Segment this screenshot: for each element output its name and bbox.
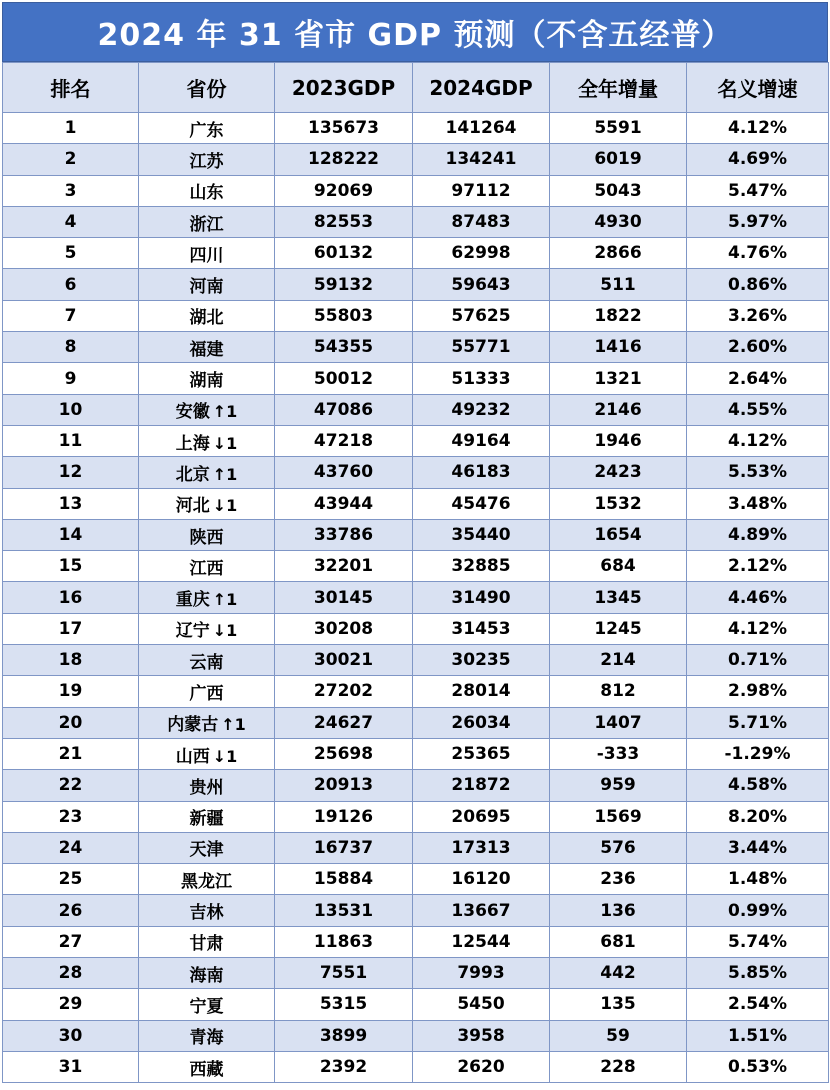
increase-cell: 1946 [550, 425, 687, 456]
rank-cell: 21 [3, 738, 139, 769]
increase-cell: 681 [550, 926, 687, 957]
gdp-2023-cell: 47218 [275, 425, 413, 456]
gdp-2024-cell: 7993 [413, 958, 550, 989]
table-row [3, 989, 829, 1020]
province-cell [139, 175, 275, 206]
growth-cell: 4.89% [687, 519, 829, 550]
header-increase: 全年增量 [550, 63, 687, 113]
rank-cell: 25 [3, 864, 139, 895]
province-cell [139, 770, 275, 801]
province-cell [139, 425, 275, 456]
gdp-2024-cell: 45476 [413, 488, 550, 519]
province-cell [139, 926, 275, 957]
province-name: 江苏 [189, 151, 224, 172]
gdp-2023-cell: 60132 [275, 238, 413, 269]
rank-cell: 7 [3, 300, 139, 331]
increase-cell: 135 [550, 989, 687, 1020]
increase-cell: 511 [550, 269, 687, 300]
gdp-2023-cell: 16737 [275, 832, 413, 863]
gdp-2023-cell: 25698 [275, 738, 413, 769]
table-row [3, 832, 829, 863]
province-cell [139, 958, 275, 989]
gdp-2024-cell: 49164 [413, 425, 550, 456]
rank-cell: 17 [3, 613, 139, 644]
rank-cell: 11 [3, 425, 139, 456]
growth-cell: 4.12% [687, 425, 829, 456]
increase-cell: -333 [550, 738, 687, 769]
rank-change-badge: ↑1 [212, 590, 238, 610]
province-cell [139, 832, 275, 863]
table-row [3, 425, 829, 456]
growth-cell: 2.12% [687, 551, 829, 582]
province-name: 内蒙古 [167, 715, 219, 736]
increase-cell: 1654 [550, 519, 687, 550]
rank-cell: 5 [3, 238, 139, 269]
province-name: 湖北 [189, 308, 224, 329]
gdp-2024-cell: 59643 [413, 269, 550, 300]
gdp-2023-cell: 135673 [275, 113, 413, 144]
rank-cell: 27 [3, 926, 139, 957]
province-cell [139, 801, 275, 832]
table-row [3, 175, 829, 206]
growth-cell: 2.54% [687, 989, 829, 1020]
header-growth: 名义增速 [687, 63, 829, 113]
province-name: 河北 [175, 496, 210, 517]
province-name: 重庆 [175, 590, 210, 611]
gdp-table [2, 62, 829, 1083]
gdp-2024-cell: 35440 [413, 519, 550, 550]
gdp-2023-cell: 128222 [275, 144, 413, 175]
table-body [3, 113, 829, 1083]
province-cell [139, 394, 275, 425]
rank-cell: 24 [3, 832, 139, 863]
growth-cell: 5.97% [687, 206, 829, 237]
province-name: 贵州 [189, 777, 224, 798]
increase-cell: 5043 [550, 175, 687, 206]
gdp-2024-cell: 2620 [413, 1051, 550, 1082]
province-cell [139, 113, 275, 144]
increase-cell: 959 [550, 770, 687, 801]
rank-cell: 8 [3, 332, 139, 363]
table-row [3, 770, 829, 801]
header-gdp-2024: 2024GDP [413, 63, 550, 113]
rank-cell: 16 [3, 582, 139, 613]
rank-cell: 28 [3, 958, 139, 989]
gdp-2024-cell: 57625 [413, 300, 550, 331]
table-row [3, 645, 829, 676]
rank-cell: 12 [3, 457, 139, 488]
growth-cell: 4.12% [687, 113, 829, 144]
province-cell [139, 144, 275, 175]
province-name: 陕西 [189, 527, 224, 548]
increase-cell: 1416 [550, 332, 687, 363]
increase-cell: 214 [550, 645, 687, 676]
province-cell [139, 457, 275, 488]
table-row [3, 238, 829, 269]
gdp-2024-cell: 97112 [413, 175, 550, 206]
increase-cell: 442 [550, 958, 687, 989]
table-row [3, 613, 829, 644]
rank-change-badge: ↓1 [212, 621, 238, 641]
table-row [3, 300, 829, 331]
increase-cell: 59 [550, 1020, 687, 1051]
province-cell [139, 895, 275, 926]
gdp-2023-cell: 2392 [275, 1051, 413, 1082]
province-name: 浙江 [189, 214, 224, 235]
increase-cell: 1321 [550, 363, 687, 394]
table-row [3, 144, 829, 175]
growth-cell: -1.29% [687, 738, 829, 769]
growth-cell: 2.64% [687, 363, 829, 394]
gdp-2024-cell: 31453 [413, 613, 550, 644]
gdp-2024-cell: 62998 [413, 238, 550, 269]
province-cell [139, 676, 275, 707]
increase-cell: 684 [550, 551, 687, 582]
increase-cell: 1407 [550, 707, 687, 738]
gdp-2023-cell: 7551 [275, 958, 413, 989]
increase-cell: 4930 [550, 206, 687, 237]
table-row [3, 113, 829, 144]
gdp-2024-cell: 5450 [413, 989, 550, 1020]
province-name: 海南 [189, 965, 224, 986]
growth-cell: 4.12% [687, 613, 829, 644]
province-cell [139, 363, 275, 394]
rank-cell: 26 [3, 895, 139, 926]
gdp-2023-cell: 43944 [275, 488, 413, 519]
gdp-2024-cell: 46183 [413, 457, 550, 488]
table-row [3, 738, 829, 769]
rank-cell: 30 [3, 1020, 139, 1051]
table-row [3, 519, 829, 550]
gdp-2024-cell: 55771 [413, 332, 550, 363]
table-row [3, 206, 829, 237]
table-row [3, 363, 829, 394]
rank-cell: 10 [3, 394, 139, 425]
gdp-2024-cell: 25365 [413, 738, 550, 769]
province-cell [139, 707, 275, 738]
rank-change-badge: ↓1 [212, 746, 238, 766]
gdp-2024-cell: 87483 [413, 206, 550, 237]
province-name: 吉林 [189, 903, 224, 924]
rank-cell: 20 [3, 707, 139, 738]
gdp-2023-cell: 47086 [275, 394, 413, 425]
province-cell [139, 551, 275, 582]
gdp-2024-cell: 12544 [413, 926, 550, 957]
gdp-2024-cell: 32885 [413, 551, 550, 582]
header-province: 省份 [139, 63, 275, 113]
rank-cell: 19 [3, 676, 139, 707]
table-row [3, 582, 829, 613]
province-name: 新疆 [189, 809, 224, 830]
rank-change-badge: ↑1 [221, 715, 246, 735]
growth-cell: 4.46% [687, 582, 829, 613]
rank-cell: 9 [3, 363, 139, 394]
increase-cell: 1245 [550, 613, 687, 644]
growth-cell: 0.53% [687, 1051, 829, 1082]
province-cell [139, 582, 275, 613]
province-cell [139, 238, 275, 269]
increase-cell: 1532 [550, 488, 687, 519]
province-cell [139, 206, 275, 237]
rank-cell: 15 [3, 551, 139, 582]
gdp-2023-cell: 82553 [275, 206, 413, 237]
gdp-2023-cell: 27202 [275, 676, 413, 707]
increase-cell: 5591 [550, 113, 687, 144]
growth-cell: 1.51% [687, 1020, 829, 1051]
gdp-2023-cell: 20913 [275, 770, 413, 801]
gdp-2024-cell: 21872 [413, 770, 550, 801]
rank-change-badge: ↑1 [212, 402, 238, 422]
gdp-2023-cell: 54355 [275, 332, 413, 363]
province-name: 辽宁 [175, 621, 210, 642]
province-name: 上海 [175, 433, 210, 454]
header-rank: 排名 [3, 63, 139, 113]
increase-cell: 136 [550, 895, 687, 926]
rank-cell: 31 [3, 1051, 139, 1082]
rank-cell: 14 [3, 519, 139, 550]
table-row [3, 895, 829, 926]
growth-cell: 2.98% [687, 676, 829, 707]
table-title: 2024 年 31 省市 GDP 预测（不含五经普） [2, 2, 828, 62]
gdp-2023-cell: 3899 [275, 1020, 413, 1051]
province-name: 宁夏 [189, 996, 224, 1017]
gdp-2024-cell: 3958 [413, 1020, 550, 1051]
header-row [3, 63, 829, 113]
increase-cell: 228 [550, 1051, 687, 1082]
gdp-2024-cell: 134241 [413, 144, 550, 175]
province-name: 西藏 [189, 1059, 224, 1080]
gdp-2024-cell: 16120 [413, 864, 550, 895]
province-cell [139, 989, 275, 1020]
gdp-2023-cell: 55803 [275, 300, 413, 331]
table-row [3, 707, 829, 738]
province-name: 广西 [189, 683, 224, 704]
gdp-2023-cell: 15884 [275, 864, 413, 895]
table-row [3, 332, 829, 363]
province-cell [139, 488, 275, 519]
growth-cell: 3.44% [687, 832, 829, 863]
province-cell [139, 300, 275, 331]
province-name: 广东 [189, 120, 224, 141]
gdp-2023-cell: 30021 [275, 645, 413, 676]
province-name: 江西 [189, 558, 224, 579]
gdp-2023-cell: 33786 [275, 519, 413, 550]
province-cell [139, 332, 275, 363]
growth-cell: 0.71% [687, 645, 829, 676]
province-cell [139, 269, 275, 300]
gdp-2023-cell: 5315 [275, 989, 413, 1020]
header-gdp-2023: 2023GDP [275, 63, 413, 113]
rank-cell: 1 [3, 113, 139, 144]
gdp-2024-cell: 17313 [413, 832, 550, 863]
gdp-2024-cell: 31490 [413, 582, 550, 613]
province-cell [139, 613, 275, 644]
gdp-2024-cell: 20695 [413, 801, 550, 832]
growth-cell: 3.48% [687, 488, 829, 519]
gdp-2023-cell: 32201 [275, 551, 413, 582]
province-cell [139, 864, 275, 895]
table-row [3, 676, 829, 707]
growth-cell: 4.58% [687, 770, 829, 801]
increase-cell: 6019 [550, 144, 687, 175]
gdp-table-sheet [2, 2, 828, 1083]
growth-cell: 3.26% [687, 300, 829, 331]
rank-cell: 4 [3, 206, 139, 237]
province-name: 云南 [189, 652, 224, 673]
province-name: 青海 [189, 1028, 224, 1049]
growth-cell: 2.60% [687, 332, 829, 363]
rank-change-badge: ↑1 [212, 464, 238, 484]
table-row [3, 394, 829, 425]
rank-cell: 18 [3, 645, 139, 676]
province-name: 山东 [189, 183, 224, 204]
gdp-2023-cell: 11863 [275, 926, 413, 957]
table-row [3, 488, 829, 519]
gdp-2024-cell: 26034 [413, 707, 550, 738]
gdp-2024-cell: 49232 [413, 394, 550, 425]
growth-cell: 0.99% [687, 895, 829, 926]
growth-cell: 5.71% [687, 707, 829, 738]
province-name: 河南 [189, 277, 224, 298]
rank-cell: 13 [3, 488, 139, 519]
table-row [3, 1020, 829, 1051]
increase-cell: 576 [550, 832, 687, 863]
table-row [3, 551, 829, 582]
growth-cell: 5.74% [687, 926, 829, 957]
gdp-2024-cell: 13667 [413, 895, 550, 926]
gdp-2024-cell: 28014 [413, 676, 550, 707]
increase-cell: 1569 [550, 801, 687, 832]
gdp-2023-cell: 43760 [275, 457, 413, 488]
province-name: 安徽 [175, 402, 210, 423]
increase-cell: 236 [550, 864, 687, 895]
rank-change-badge: ↓1 [212, 496, 238, 516]
table-row [3, 1051, 829, 1082]
province-cell [139, 645, 275, 676]
growth-cell: 1.48% [687, 864, 829, 895]
province-name: 甘肃 [189, 934, 224, 955]
increase-cell: 1345 [550, 582, 687, 613]
province-name: 湖南 [189, 371, 224, 392]
gdp-2023-cell: 30208 [275, 613, 413, 644]
rank-cell: 29 [3, 989, 139, 1020]
table-row [3, 864, 829, 895]
rank-cell: 23 [3, 801, 139, 832]
gdp-2023-cell: 24627 [275, 707, 413, 738]
increase-cell: 1822 [550, 300, 687, 331]
table-row [3, 958, 829, 989]
province-name: 黑龙江 [181, 871, 232, 892]
province-name: 北京 [175, 464, 210, 485]
province-name: 四川 [189, 245, 224, 266]
growth-cell: 4.76% [687, 238, 829, 269]
growth-cell: 0.86% [687, 269, 829, 300]
gdp-2024-cell: 141264 [413, 113, 550, 144]
growth-cell: 4.69% [687, 144, 829, 175]
province-cell [139, 738, 275, 769]
growth-cell: 5.53% [687, 457, 829, 488]
rank-cell: 6 [3, 269, 139, 300]
table-row [3, 269, 829, 300]
province-cell [139, 519, 275, 550]
increase-cell: 2423 [550, 457, 687, 488]
rank-cell: 22 [3, 770, 139, 801]
province-cell [139, 1051, 275, 1082]
table-row [3, 801, 829, 832]
gdp-2023-cell: 59132 [275, 269, 413, 300]
growth-cell: 5.85% [687, 958, 829, 989]
gdp-2023-cell: 19126 [275, 801, 413, 832]
gdp-2023-cell: 92069 [275, 175, 413, 206]
growth-cell: 5.47% [687, 175, 829, 206]
gdp-2024-cell: 51333 [413, 363, 550, 394]
rank-change-badge: ↓1 [212, 433, 238, 453]
table-row [3, 926, 829, 957]
province-name: 福建 [189, 339, 224, 360]
growth-cell: 8.20% [687, 801, 829, 832]
gdp-2023-cell: 50012 [275, 363, 413, 394]
province-name: 天津 [189, 840, 224, 861]
growth-cell: 4.55% [687, 394, 829, 425]
rank-cell: 3 [3, 175, 139, 206]
table-row [3, 457, 829, 488]
province-cell [139, 1020, 275, 1051]
gdp-2023-cell: 30145 [275, 582, 413, 613]
gdp-2023-cell: 13531 [275, 895, 413, 926]
gdp-2024-cell: 30235 [413, 645, 550, 676]
increase-cell: 812 [550, 676, 687, 707]
increase-cell: 2866 [550, 238, 687, 269]
rank-cell: 2 [3, 144, 139, 175]
increase-cell: 2146 [550, 394, 687, 425]
province-name: 山西 [175, 746, 210, 767]
